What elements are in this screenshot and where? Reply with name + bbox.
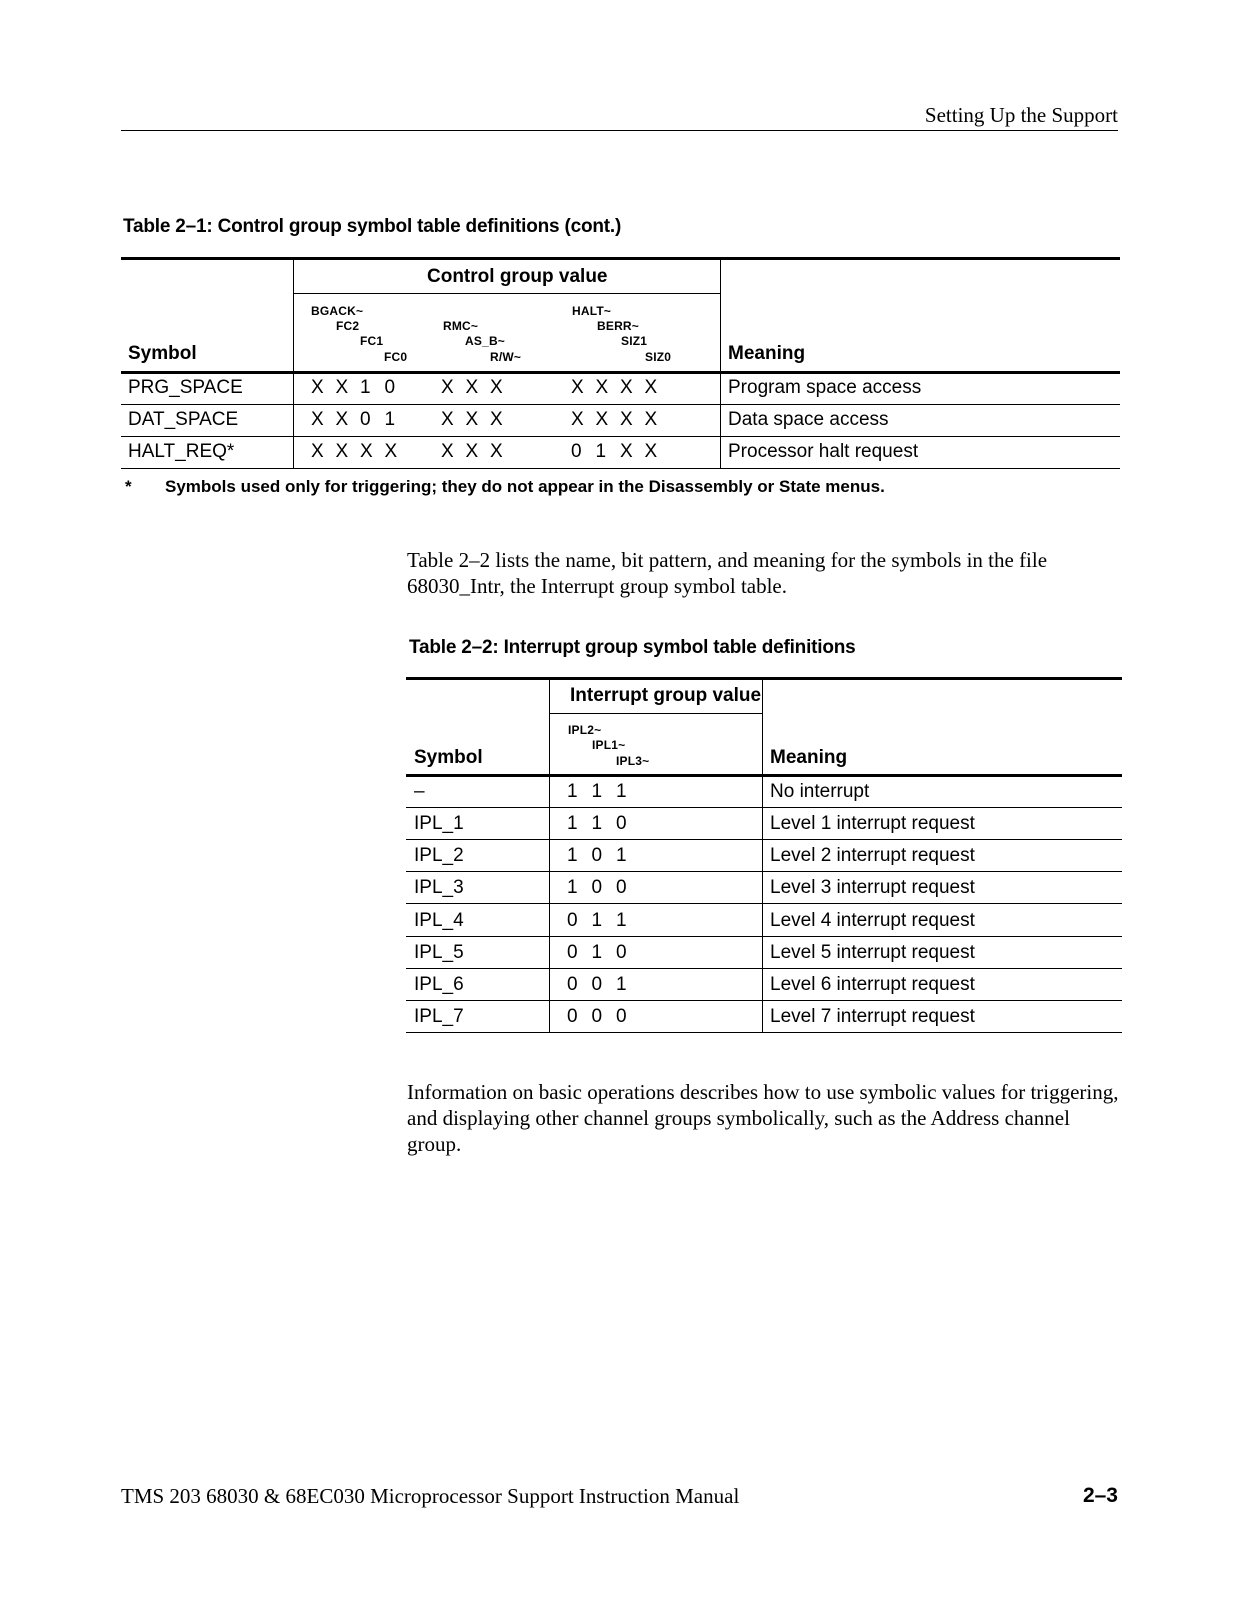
- table2-symbol: –: [414, 781, 425, 802]
- table2-row-rule: [406, 936, 1122, 937]
- signal-label: IPL2~: [568, 723, 602, 737]
- signal-label: BERR~: [597, 319, 640, 333]
- table1-value-bits: X X X: [441, 377, 503, 398]
- table2-value-bits: 1 1 0: [567, 813, 627, 834]
- table2-symbol: IPL_5: [414, 942, 464, 963]
- signal-label: IPL1~: [592, 738, 626, 752]
- table2-meaning-header: Meaning: [770, 747, 848, 768]
- signal-label: IPL3~: [616, 754, 650, 768]
- table2-row-rule: [406, 1000, 1122, 1001]
- signal-label: AS_B~: [465, 334, 506, 348]
- table1-symbol: HALT_REQ*: [128, 441, 235, 462]
- signal-label: HALT~: [572, 304, 612, 318]
- table2-symbol: IPL_3: [414, 877, 464, 898]
- table2-row-rule: [406, 871, 1122, 872]
- table1-value-bits: X X 0 1: [311, 409, 396, 430]
- table2-symbol: IPL_7: [414, 1006, 464, 1027]
- footer-manual-title: TMS 203 68030 & 68EC030 Microprocessor Support Instruction Manual: [121, 1484, 740, 1508]
- table2-bottom-rule: [406, 1032, 1122, 1033]
- signal-label: FC0: [384, 350, 408, 364]
- body-paragraph: Table 2–2 lists the name, bit pattern, and meaning for the symbols in the file 68030_Intr, the Interrupt group symbol table.: [407, 548, 1048, 598]
- signal-label: FC1: [360, 334, 384, 348]
- table1-caption: Table 2–1: Control group symbol table definitions (cont.): [123, 216, 622, 237]
- table1-symbol: PRG_SPACE: [128, 377, 243, 398]
- table1-divider: [293, 259, 294, 469]
- table1-value-bits: 0 1 X X: [571, 441, 658, 462]
- table2-meaning: Level 7 interrupt request: [770, 1006, 975, 1027]
- table1-symbol: DAT_SPACE: [128, 409, 239, 430]
- header-rule: [121, 130, 1118, 131]
- table1-value-bits: X X 1 0: [311, 377, 396, 398]
- table1-value-bits: X X X X: [311, 441, 398, 462]
- body-paragraph: Information on basic operations describes how to use symbolic values for triggering, and displaying other channel groups symbolically, such as the Address channel group.: [407, 1080, 1119, 1156]
- table2-meaning: Level 2 interrupt request: [770, 845, 975, 866]
- signal-label: RMC~: [443, 319, 479, 333]
- table2-value-bits: 1 0 1: [567, 845, 627, 866]
- page-number: 2–3: [1082, 1484, 1118, 1507]
- table1-bottom-rule: [121, 468, 1120, 469]
- table2-row-rule: [406, 903, 1122, 904]
- signal-label: FC2: [336, 319, 360, 333]
- table2-symbol: IPL_4: [414, 910, 464, 931]
- footnote-mark: *: [125, 477, 132, 496]
- table2-divider: [762, 679, 763, 1033]
- table1-row-rule: [121, 404, 1120, 405]
- table2-symbol: IPL_6: [414, 974, 464, 995]
- table2-row-rule: [406, 807, 1122, 808]
- table1-group-rule: [293, 293, 720, 294]
- table1-value-bits: X X X: [441, 441, 503, 462]
- table2-value-bits: 1 1 1: [567, 781, 627, 802]
- table1-divider: [720, 259, 721, 469]
- table2-header-rule: [406, 774, 1122, 777]
- table1-header-rule: [121, 371, 1120, 374]
- table2-value-bits: 1 0 0: [567, 877, 627, 898]
- table1-value-bits: X X X: [441, 409, 503, 430]
- table1-symbol-header: Symbol: [128, 343, 197, 364]
- table1-meaning: Program space access: [728, 377, 922, 398]
- table1-meaning: Data space access: [728, 409, 889, 430]
- table2-meaning: Level 6 interrupt request: [770, 974, 975, 995]
- table2-caption: Table 2–2: Interrupt group symbol table definitions: [409, 637, 856, 658]
- table1: [121, 257, 1120, 471]
- table1-footnote: Symbols used only for triggering; they do not appear in the Disassembly or State menus.: [165, 477, 885, 496]
- signal-label: R/W~: [490, 350, 522, 364]
- table1-meaning-header: Meaning: [728, 343, 806, 364]
- table2-value-bits: 0 0 0: [567, 1006, 627, 1027]
- table1-value-bits: X X X X: [571, 409, 658, 430]
- table1-row-rule: [121, 436, 1120, 437]
- table2-group-rule: [549, 713, 762, 714]
- table2-row-rule: [406, 839, 1122, 840]
- running-header: Setting Up the Support: [924, 103, 1118, 127]
- table2-symbol: IPL_2: [414, 845, 464, 866]
- table2-value-bits: 0 0 1: [567, 974, 627, 995]
- table1-meaning: Processor halt request: [728, 441, 919, 462]
- table2-symbol: IPL_1: [414, 813, 464, 834]
- signal-label: SIZ0: [645, 350, 672, 364]
- table2-meaning: Level 3 interrupt request: [770, 877, 975, 898]
- table2-meaning: Level 4 interrupt request: [770, 910, 975, 931]
- table2-top-rule: [406, 677, 1122, 680]
- signal-label: BGACK~: [311, 304, 364, 318]
- table2: [406, 677, 1122, 1037]
- table2-row-rule: [406, 968, 1122, 969]
- table2-meaning: No interrupt: [770, 781, 870, 802]
- table2-value-bits: 0 1 1: [567, 910, 627, 931]
- table2-symbol-header: Symbol: [414, 747, 483, 768]
- table1-top-rule: [121, 257, 1120, 260]
- table2-meaning: Level 1 interrupt request: [770, 813, 975, 834]
- table2-value-bits: 0 1 0: [567, 942, 627, 963]
- table1-value-bits: X X X X: [571, 377, 658, 398]
- table2-group-header: Interrupt group value: [570, 685, 762, 706]
- table2-meaning: Level 5 interrupt request: [770, 942, 975, 963]
- signal-label: SIZ1: [621, 334, 648, 348]
- table2-divider: [549, 679, 550, 1033]
- table1-group-header: Control group value: [427, 266, 608, 287]
